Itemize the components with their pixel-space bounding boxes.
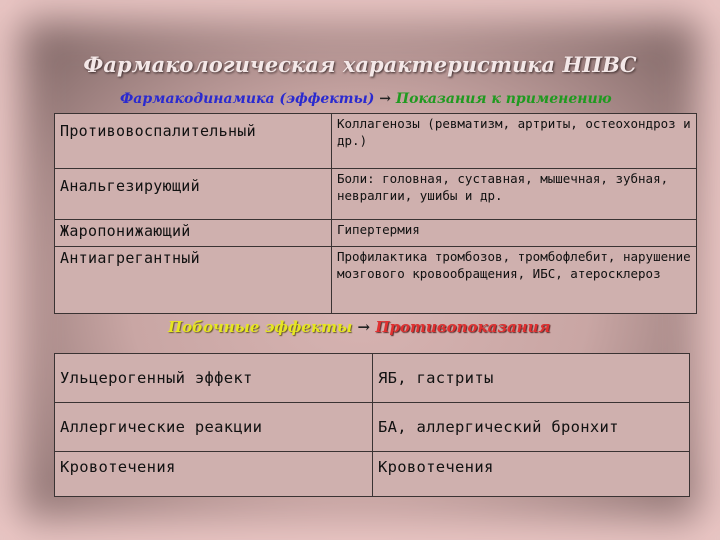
effect-cell: Антиагрегантный	[55, 247, 332, 314]
table-row	[55, 169, 697, 220]
table-row	[55, 114, 697, 169]
section-heading-pharmacodynamics	[120, 91, 612, 107]
side-effect-cell: Аллергические реакции	[55, 403, 373, 452]
contraindication-cell: Кровотечения	[373, 452, 690, 497]
indication-cell: Профилактика тромбозов, тромбофлебит, нарушение мозгового кровообращения, ИБС, атеросклероз	[332, 247, 697, 314]
effect-cell: Противовоспалительный	[55, 114, 332, 169]
side-effects-contraindications-table	[54, 353, 690, 497]
indication-cell: Коллагенозы (ревматизм, артриты, остеохондроз и др.)	[332, 114, 697, 169]
contraindication-cell: БА, аллергический бронхит	[373, 403, 690, 452]
heading-effects: Фармакодинамика (эффекты)	[120, 91, 375, 107]
table-row	[55, 452, 690, 497]
effect-cell: Жаропонижающий	[55, 220, 332, 247]
slide-title: Фармакологическая характеристика НПВС	[83, 52, 637, 77]
heading-indications: Показания к применению	[395, 91, 612, 107]
effect-cell: Анальгезирующий	[55, 169, 332, 220]
arrow-icon: →	[357, 318, 371, 336]
table-row	[55, 403, 690, 452]
table-row	[55, 220, 697, 247]
table-row	[55, 247, 697, 314]
heading-contraindications: Противопоказания	[375, 318, 551, 336]
indication-cell: Боли: головная, суставная, мышечная, зубная, невралгии, ушибы и др.	[332, 169, 697, 220]
table-row	[55, 354, 690, 403]
indication-cell: Гипертермия	[332, 220, 697, 247]
section-heading-side-effects	[168, 318, 550, 336]
arrow-icon: →	[379, 91, 392, 107]
side-effect-cell: Ульцерогенный эффект	[55, 354, 373, 403]
heading-side-effects: Побочные эффекты	[168, 318, 353, 336]
effects-indications-table	[54, 113, 697, 314]
side-effect-cell: Кровотечения	[55, 452, 373, 497]
contraindication-cell: ЯБ, гастриты	[373, 354, 690, 403]
